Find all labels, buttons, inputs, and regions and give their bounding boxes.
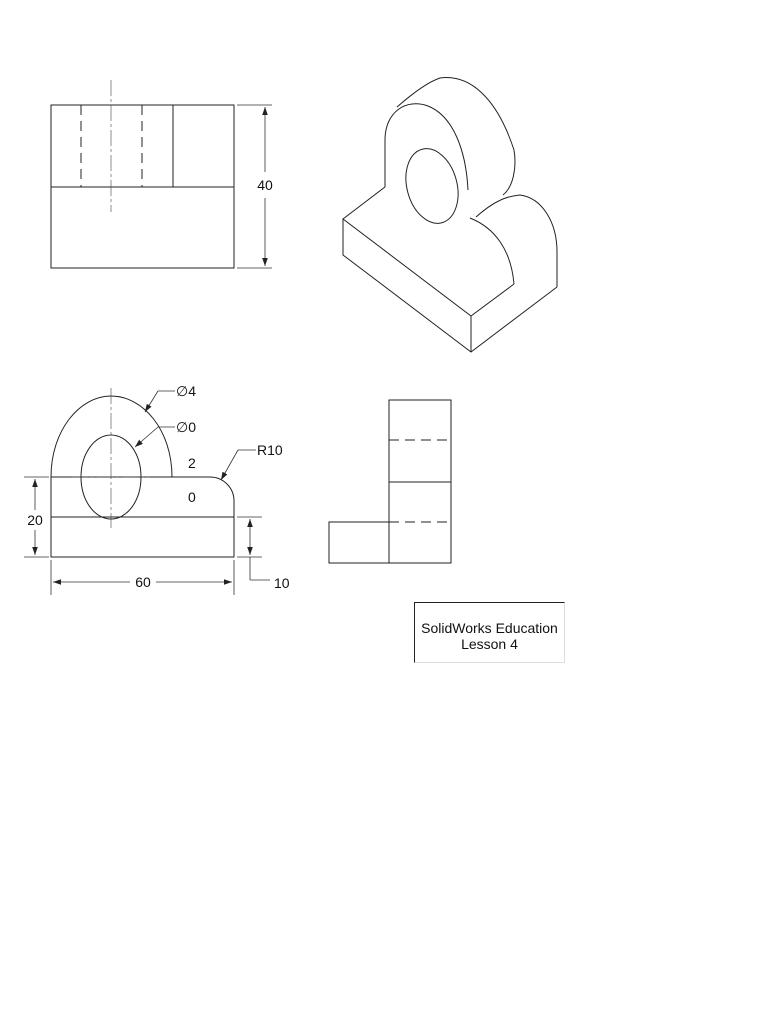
diameter-inner-leader — [135, 419, 196, 447]
diameter-outer-leader — [145, 383, 196, 412]
diameter-inner-label: ∅0 — [176, 419, 196, 435]
top-view-base-thickness-dimension — [237, 517, 290, 591]
iso-rounded-end-front — [470, 218, 514, 284]
height-20-label: 20 — [27, 512, 43, 528]
iso-base-front-faces — [343, 219, 557, 352]
top-view-width-dimension — [51, 560, 234, 595]
side-view — [329, 400, 451, 563]
front-view-height-dimension — [237, 105, 273, 268]
top-view-outer-arc — [51, 396, 172, 477]
isometric-view — [343, 78, 557, 352]
iso-base-top-edges — [343, 187, 514, 316]
top-view — [24, 383, 290, 595]
stray-digit-lower: 0 — [188, 489, 196, 505]
iso-hole — [398, 143, 466, 229]
width-60-label: 60 — [135, 574, 151, 590]
stray-digit-upper: 2 — [188, 455, 196, 471]
side-view-base-extension — [329, 522, 389, 563]
diameter-outer-label: ∅4 — [176, 383, 196, 399]
top-view-base — [51, 517, 234, 557]
front-view — [51, 80, 273, 268]
iso-rounded-end-outline — [476, 195, 557, 287]
radius-leader — [221, 442, 283, 480]
height-dimension-label: 40 — [257, 177, 273, 193]
title-block — [414, 602, 565, 663]
title-block-line2: Lesson 4 — [461, 636, 518, 652]
top-view-tab — [51, 477, 234, 517]
top-view-height-dimension — [24, 477, 49, 557]
title-block-line1: SolidWorks Education — [421, 620, 558, 636]
radius-label: R10 — [257, 442, 283, 458]
thickness-10-label: 10 — [274, 575, 290, 591]
